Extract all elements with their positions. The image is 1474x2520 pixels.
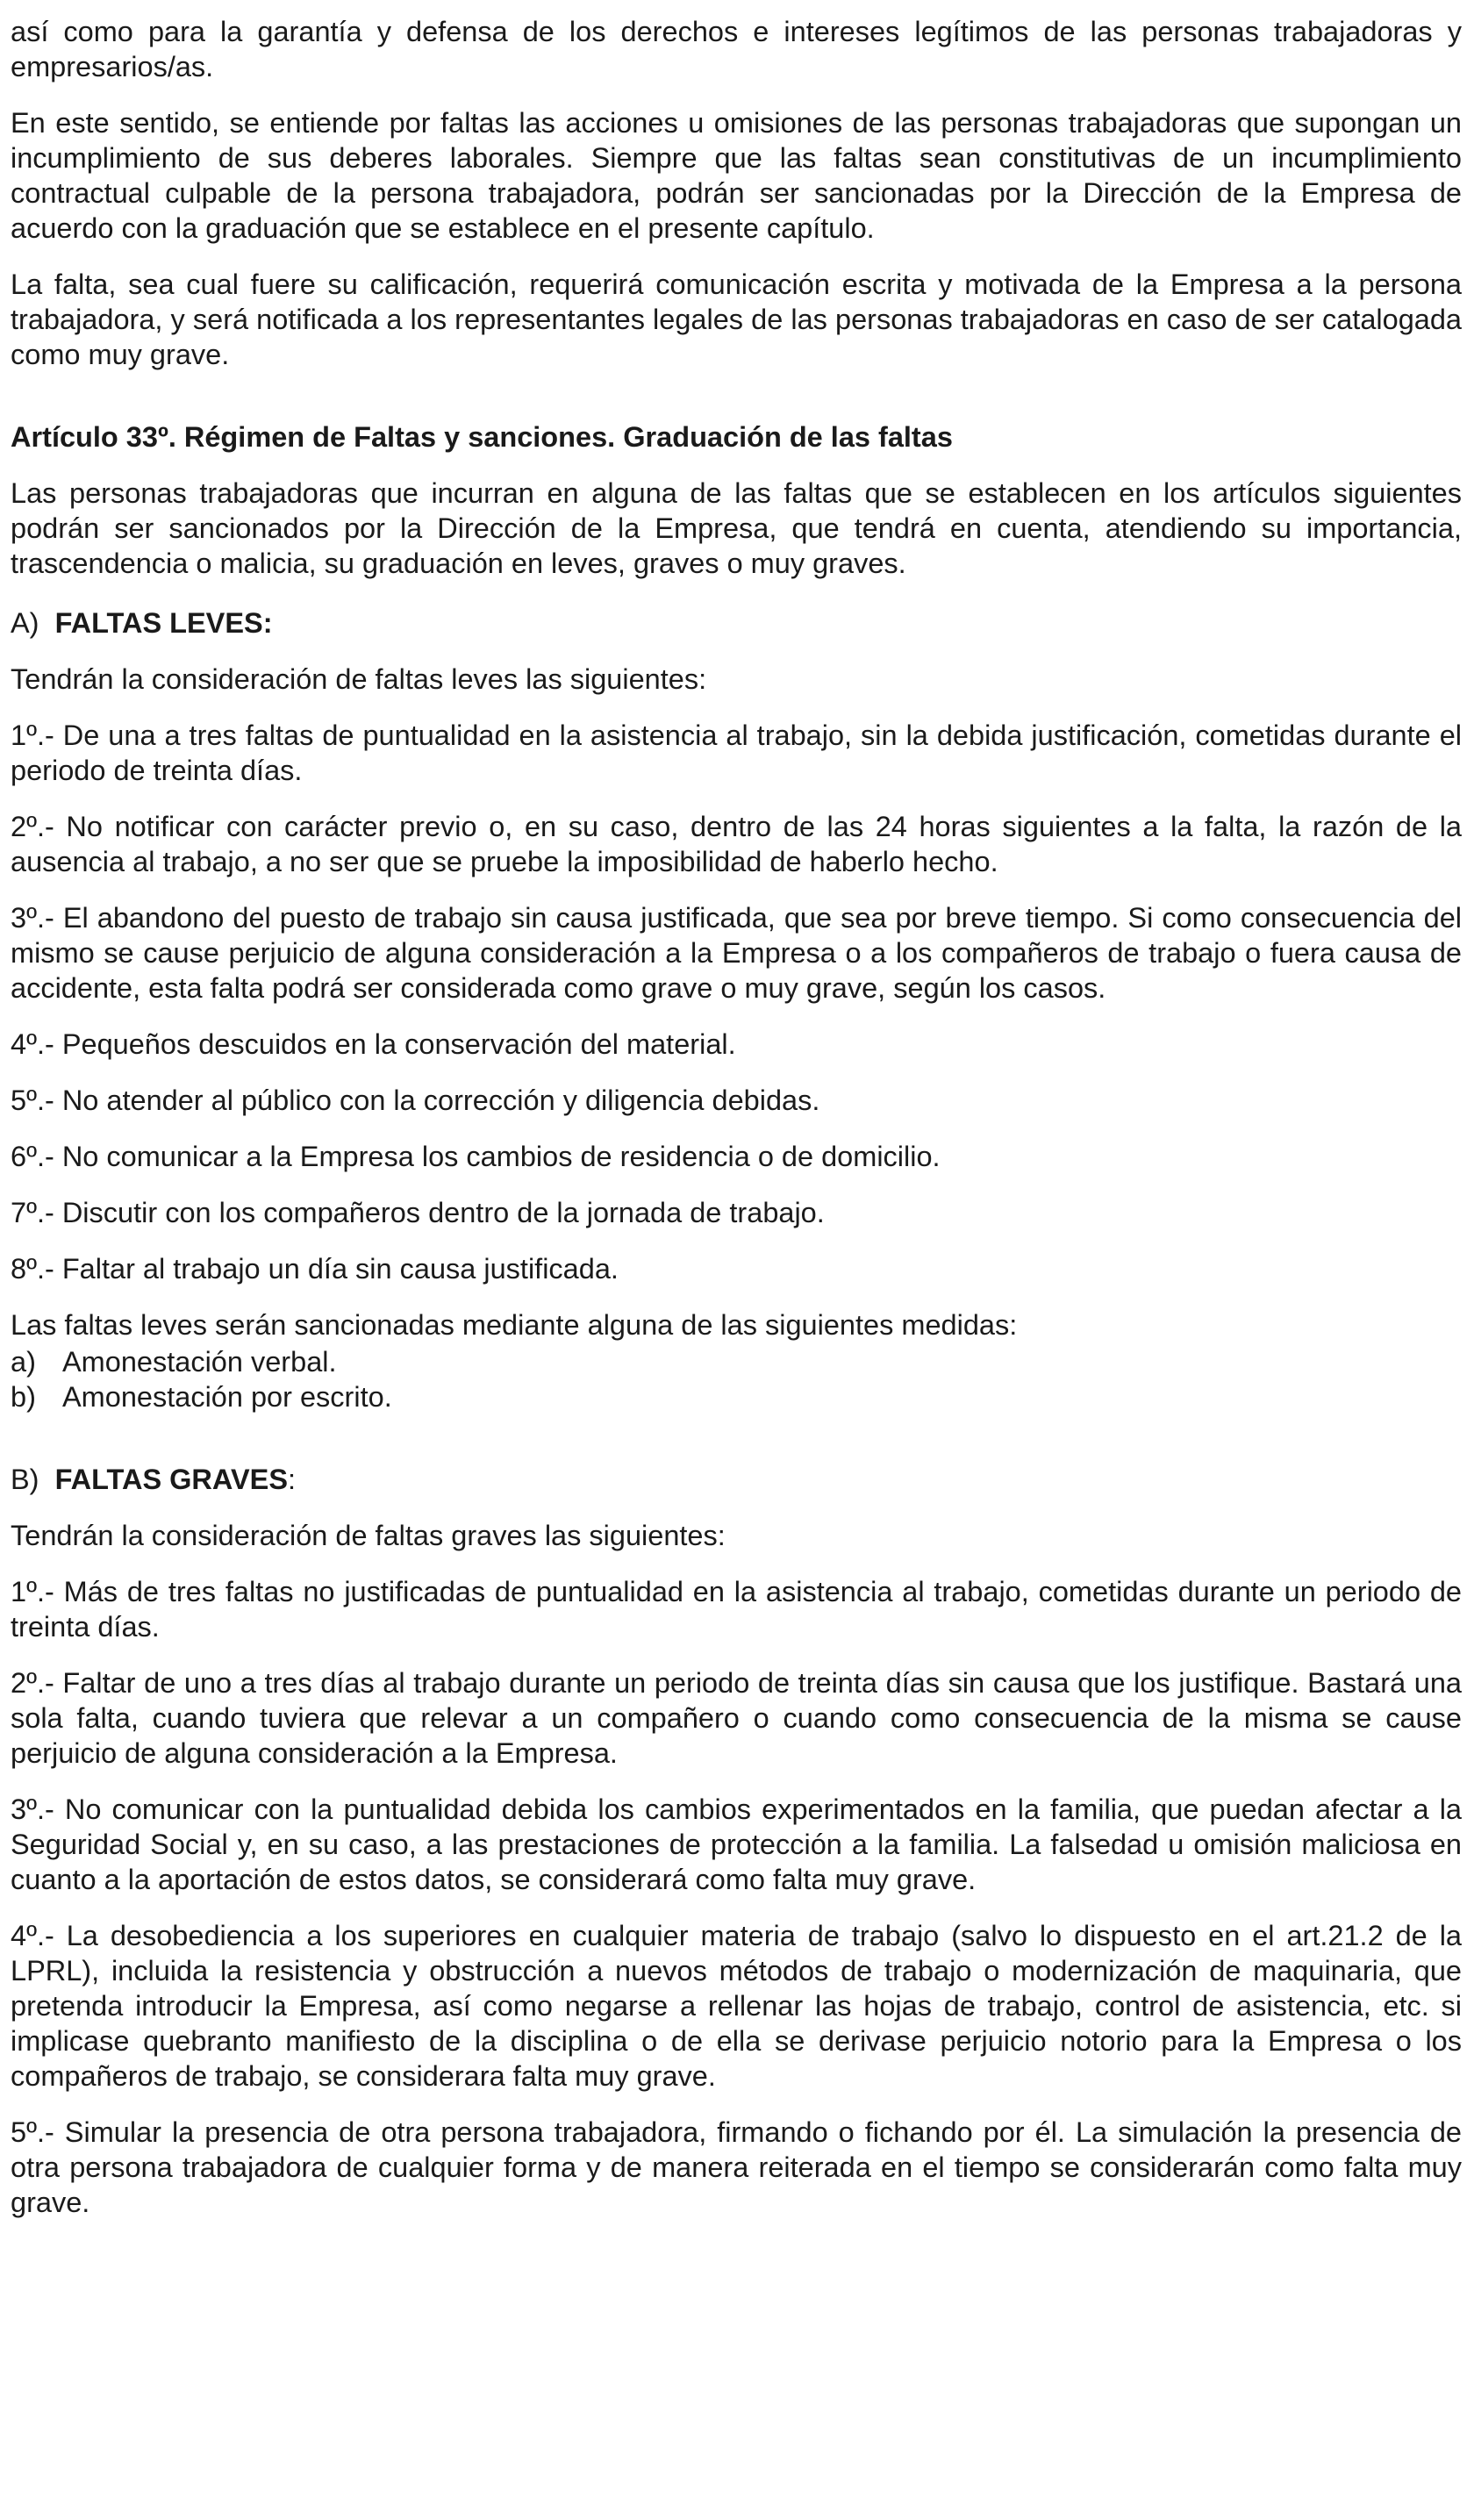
section-title: FALTAS LEVES: bbox=[54, 607, 273, 639]
leves-item-2: 2º.- No notificar con carácter previo o, en su caso, dentro de las 24 horas siguientes a la falta, la razón de la ausencia al trabajo, a no ser que se pruebe la imposibilidad de haberlo hecho. bbox=[11, 811, 1462, 877]
leves-item-4: 4º.- Pequeños descuidos en la conservación del material. bbox=[11, 1028, 736, 1060]
section-title-suffix: : bbox=[288, 1464, 297, 1495]
section-spacer bbox=[11, 393, 1462, 419]
article-intro: Las personas trabajadoras que incurran en alguna de las faltas que se establecen en los artículos siguientes podrán ser sancionados por la Dirección de la Empresa, que tendrá en cuenta, atendiendo su importancia, trascendencia o malicia, su graduación en leves, graves o muy graves. bbox=[11, 477, 1462, 579]
sanction-item bbox=[11, 1344, 1462, 1379]
leves-item-1: 1º.- De una a tres faltas de puntualidad en la asistencia al trabajo, sin la debida justificación, cometidas durante el periodo de treinta días. bbox=[11, 719, 1462, 786]
intro-paragraph-3: La falta, sea cual fuere su calificación, requerirá comunicación escrita y motivada de la Empresa a la persona trabajadora, y será notificada a los representantes legales de las personas trabajadoras en caso de ser catalogada como muy grave. bbox=[11, 268, 1462, 370]
sanction-label: b) bbox=[11, 1381, 36, 1413]
section-letter: B) bbox=[11, 1464, 39, 1495]
graves-item-2: 2º.- Faltar de uno a tres días al trabajo durante un periodo de treinta días sin causa que los justifique. Bastará una sola falta, cuando tuviera que relevar a un compañero o cuando como consecuencia de la misma se cause perjuicio de alguna consideración a la Empresa. bbox=[11, 1667, 1462, 1769]
leves-sanctions-list bbox=[11, 1344, 1462, 1414]
graves-item-4: 4º.- La desobediencia a los superiores en cualquier materia de trabajo (salvo lo dispuesto en el art.21.2 de la LPRL), incluida la resistencia y obstrucción a nuevos métodos de trabajo o modernización de maquinaria, que pretenda introducir la Empresa, así como negarse a rellenar las hojas de trabajo, control de asistencia, etc. si implicase quebranto manifiesto de la disciplina o de ella se derivase perjuicio notorio para la Empresa o los compañeros de trabajo, se considerara falta muy grave. bbox=[11, 1920, 1462, 2092]
sanction-text: Amonestación por escrito. bbox=[62, 1381, 392, 1413]
intro-paragraph-2: En este sentido, se entiende por faltas las acciones u omisiones de las personas trabajadoras que supongan un incumplimiento de sus deberes laborales. Siempre que las faltas sean constitutivas de un incumplimiento contractual culpable de la persona trabajadora, podrán ser sancionadas por la Dirección de la Empresa de acuerdo con la graduación que se establece en el presente capítulo. bbox=[11, 107, 1462, 244]
leves-item-5: 5º.- No atender al público con la corrección y diligencia debidas. bbox=[11, 1085, 820, 1116]
graves-item-3: 3º.- No comunicar con la puntualidad debida los cambios experimentados en la familia, que puedan afectar a la Seguridad Social y, en su caso, a las prestaciones de protección a la familia. La falsedad u omisión maliciosa en cuanto a la aportación de estos datos, se considerará como falta muy grave. bbox=[11, 1793, 1462, 1895]
sanction-text: Amonestación verbal. bbox=[62, 1346, 337, 1378]
graves-item-1: 1º.- Más de tres faltas no justificadas de puntualidad en la asistencia al trabajo, cometidas durante un periodo de treinta días. bbox=[11, 1576, 1462, 1643]
section-heading-graves bbox=[11, 1462, 1462, 1497]
section-spacer bbox=[11, 1435, 1462, 1462]
sanction-item bbox=[11, 1379, 1462, 1414]
article-title: Artículo 33º. Régimen de Faltas y sanciones. Graduación de las faltas bbox=[11, 421, 953, 453]
leves-sanctions-intro: Las faltas leves serán sancionadas mediante alguna de las siguientes medidas: bbox=[11, 1309, 1018, 1341]
leves-item-8: 8º.- Faltar al trabajo un día sin causa justificada. bbox=[11, 1253, 619, 1285]
intro-paragraph-1: así como para la garantía y defensa de los derechos e intereses legítimos de las personas trabajadoras y empresarios/as. bbox=[11, 16, 1462, 82]
section-title: FALTAS GRAVES bbox=[54, 1464, 288, 1495]
sanction-label: a) bbox=[11, 1346, 36, 1378]
leves-item-3: 3º.- El abandono del puesto de trabajo sin causa justificada, que sea por breve tiempo. Si como consecuencia del mismo se cause perjuicio de alguna consideración a la Empresa o a los compañeros de trabajo o fuera causa de accidente, esta falta podrá ser considerada como grave o muy grave, según los casos. bbox=[11, 902, 1462, 1004]
graves-intro: Tendrán la consideración de faltas graves las siguientes: bbox=[11, 1520, 726, 1551]
leves-item-7: 7º.- Discutir con los compañeros dentro de la jornada de trabajo. bbox=[11, 1197, 825, 1228]
leves-item-6: 6º.- No comunicar a la Empresa los cambios de residencia o de domicilio. bbox=[11, 1141, 941, 1172]
section-heading-leves bbox=[11, 605, 1462, 641]
graves-item-5: 5º.- Simular la presencia de otra persona trabajadora, firmando o fichando por él. La simulación la presencia de otra persona trabajadora de cualquier forma y de manera reiterada en el tiempo se considerarán como falta muy grave. bbox=[11, 2116, 1462, 2218]
section-letter: A) bbox=[11, 607, 39, 639]
leves-intro: Tendrán la consideración de faltas leves las siguientes: bbox=[11, 663, 707, 695]
